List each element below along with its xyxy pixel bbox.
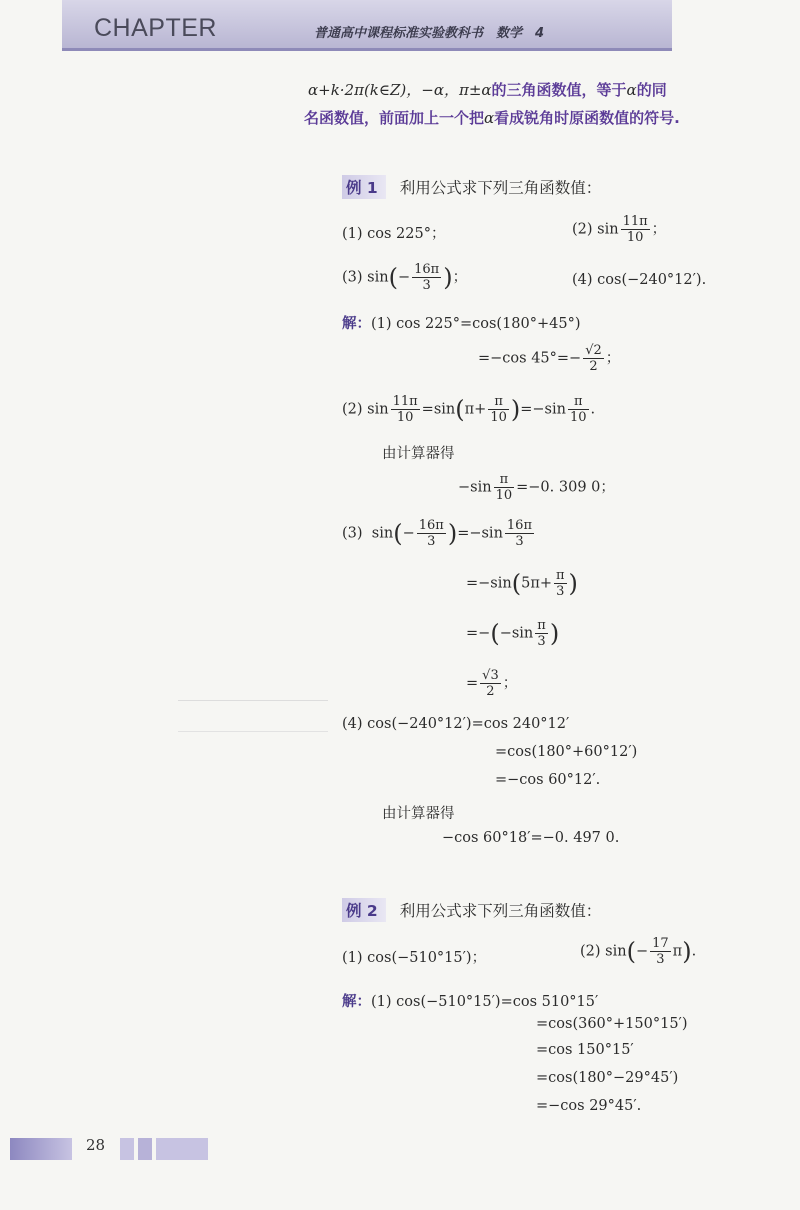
fraction: $\frac{√2}{2}$	[585, 343, 602, 374]
intro-paragraph	[304, 76, 788, 132]
ex1-solution-4c: =−cos 60°12′.	[495, 772, 601, 788]
example-2-label: 例 2	[342, 898, 386, 922]
fraction: $\frac{16\pi}{3}$	[414, 262, 440, 293]
fraction: $\frac{17}{3}$	[652, 936, 669, 967]
footer-bar-left	[10, 1138, 72, 1160]
intro-text-3: 名函数值，前面加上一个把	[304, 109, 485, 127]
ex1-problem-4: (4) cos(−240°12′).	[572, 272, 707, 288]
ex1-solution-4b: =cos(180°+60°12′)	[495, 744, 638, 760]
intro-alpha-1: α	[626, 81, 637, 99]
ex1-solution-3b: =−sin(5π+ $\frac{\pi}{3}$ )	[466, 568, 578, 599]
ex1-solution-1b: =−cos 45°=− $\frac{√2}{2}$ ；	[478, 343, 621, 374]
fraction: $\frac{\pi}{10}$	[495, 472, 513, 503]
intro-text-1: 的三角函数值，等于	[491, 81, 627, 99]
fraction: $\frac{\pi}{3}$	[537, 618, 546, 649]
intro-formula: α+k·2π(k∈Z)，−α，π±α	[308, 81, 492, 99]
ex1-problem-1: (1) cos 225°；	[342, 226, 446, 242]
footer-block-2	[138, 1138, 152, 1160]
ex1-solution-3a: (3) sin(− $\frac{16\pi}{3}$ )=−sin $\frac{16\pi}{3}$	[342, 518, 532, 549]
ex1-calc-result-1: −sin $\frac{\pi}{10}$ =−0. 309 0；	[458, 472, 615, 503]
example-1-label: 例 1	[342, 175, 386, 199]
intro-text-4: 看成锐角时原函数值的符号.	[494, 109, 680, 127]
ex2-solution-2: =cos(360°+150°15′)	[536, 1016, 688, 1032]
ex1-solution-2: (2) sin $\frac{11\pi}{10}$ =sin(π+ $\frac{\pi}{10}$ )=−sin $\frac{\pi}{10}$ .	[342, 394, 596, 425]
ex1-problem-2: (2) sin $\frac{11\pi}{10}$ ；	[572, 214, 667, 245]
footer-block-3	[156, 1138, 208, 1160]
example-2-title	[342, 898, 601, 922]
page-header	[62, 0, 672, 51]
ex2-problem-2: (2) sin(− $\frac{17}{3}$ π).	[580, 936, 697, 967]
ex1-solution-3c: =−(−sin $\frac{\pi}{3}$ )	[466, 618, 560, 649]
fraction: $\frac{16\pi}{3}$	[506, 518, 532, 549]
fraction: $\frac{\pi}{3}$	[556, 568, 565, 599]
chapter-label: CHAPTER	[94, 14, 217, 42]
intro-alpha-2: α	[484, 109, 495, 127]
ex1-problem-3: (3) sin(− $\frac{16\pi}{3}$ )；	[342, 262, 468, 293]
ex1-calc-note-1: 由计算器得	[382, 446, 455, 462]
fraction: $\frac{11\pi}{10}$	[392, 394, 418, 425]
faint-bleed-through	[178, 700, 328, 732]
fraction: $\frac{√3}{2}$	[482, 668, 499, 699]
fraction: $\frac{16\pi}{3}$	[418, 518, 444, 549]
footer-block-1	[120, 1138, 134, 1160]
example-1-title	[342, 175, 601, 199]
ex2-solution-4: =cos(180°−29°45′)	[536, 1070, 679, 1086]
ex1-solution-4a: (4) cos(−240°12′)=cos 240°12′	[342, 716, 570, 732]
page-number: 28	[86, 1136, 106, 1154]
fraction: $\frac{\pi}{10}$	[490, 394, 507, 425]
example-2-prompt: 利用公式求下列三角函数值：	[399, 902, 602, 920]
ex1-calc-result-2: −cos 60°18′=−0. 497 0.	[442, 830, 620, 846]
fraction: $\frac{11\pi}{10}$	[622, 214, 648, 245]
ex2-solution-1: 解：(1) cos(−510°15′)=cos 510°15′	[342, 994, 599, 1010]
example-1-prompt: 利用公式求下列三角函数值：	[399, 179, 602, 197]
ex2-problem-1: (1) cos(−510°15′)；	[342, 950, 487, 966]
ex2-solution-5: =−cos 29°45′.	[536, 1098, 642, 1114]
intro-text-2: 的同	[636, 81, 667, 99]
book-title: 普通高中课程标准实验教科书 数学 4	[314, 26, 545, 41]
ex1-solution-3d: = $\frac{√3}{2}$ ；	[466, 668, 518, 699]
ex2-solution-3: =cos 150°15′	[536, 1042, 634, 1058]
fraction: $\frac{\pi}{10}$	[569, 394, 587, 425]
ex1-calc-note-2: 由计算器得	[382, 806, 455, 822]
ex1-solution-1a: 解：(1) cos 225°=cos(180°+45°)	[342, 316, 581, 332]
